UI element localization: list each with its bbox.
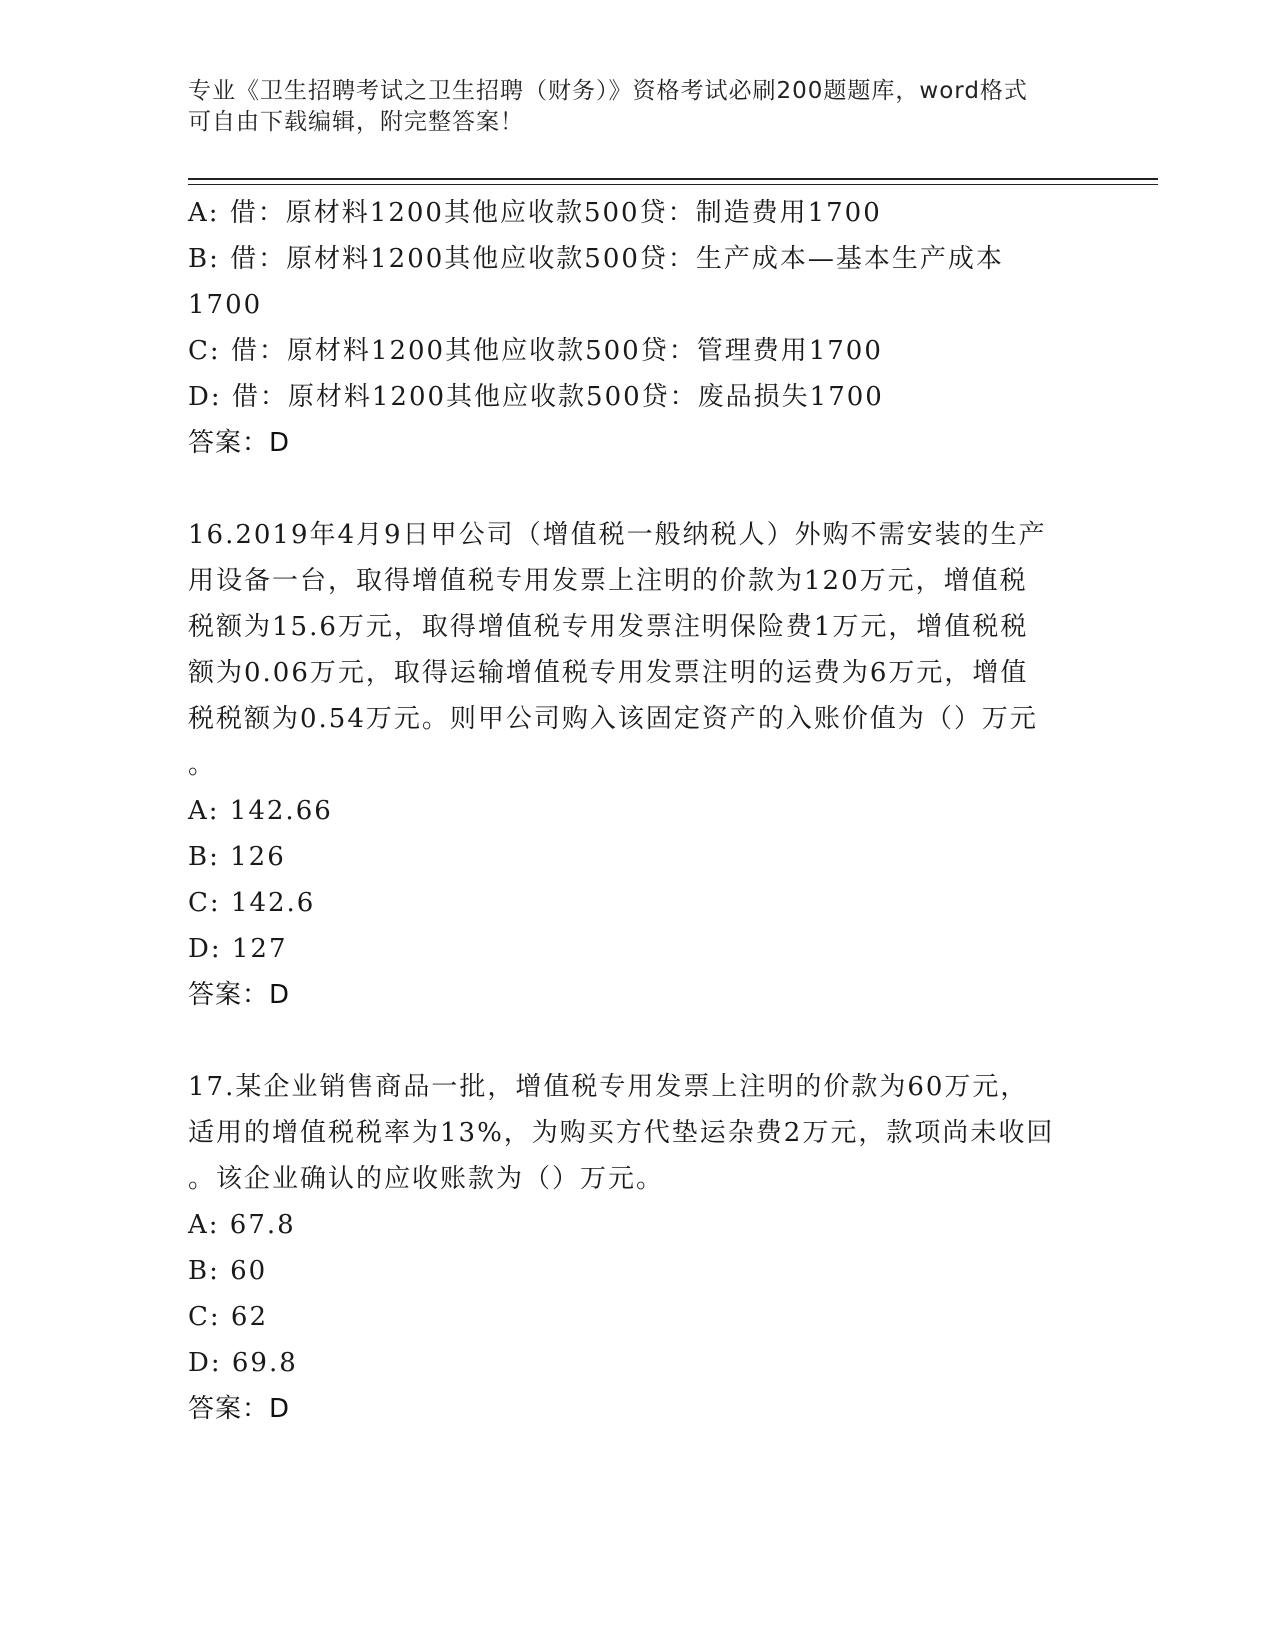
option-a: A: 借：原材料1200其他应收款500贷：制造费用1700 <box>188 198 882 228</box>
question-stem-line: 。该企业确认的应收账款为（）万元。 <box>188 1164 665 1194</box>
answer-line: 答案：D <box>188 1394 291 1424</box>
option-a: A: 142.66 <box>188 796 333 826</box>
question-stem-line: 额为0.06万元，取得运输增值税专用发票注明的运费为6万元，增值 <box>188 658 1029 688</box>
option-b-continued: 1700 <box>188 290 263 320</box>
spacer <box>188 1018 1088 1064</box>
header-line-2: 可自由下载编辑，附完整答案！ <box>188 109 524 135</box>
question-stem-line: 。 <box>188 750 217 780</box>
answer-line: 答案：D <box>188 428 291 458</box>
header-line-1: 专业《卫生招聘考试之卫生招聘（财务）》资格考试必刷200题题库，word格式 <box>188 78 1028 104</box>
question-15 <box>188 190 1088 466</box>
option-a: A: 67.8 <box>188 1210 296 1240</box>
answer-line: 答案：D <box>188 980 291 1010</box>
option-d: D: 127 <box>188 934 288 964</box>
question-stem-line: 税税额为0.54万元。则甲公司购入该固定资产的入账价值为（）万元 <box>188 704 1038 734</box>
option-b: B: 借：原材料1200其他应收款500贷：生产成本—基本生产成本 <box>188 244 1004 274</box>
question-stem-line: 税额为15.6万元，取得增值税专用发票注明保险费1万元，增值税税 <box>188 612 1029 642</box>
question-content <box>188 190 1088 1432</box>
question-stem-line: 17.某企业销售商品一批，增值税专用发票上注明的价款为60万元， <box>188 1072 1029 1102</box>
option-d: D: 69.8 <box>188 1348 298 1378</box>
option-d: D: 借：原材料1200其他应收款500贷：废品损失1700 <box>188 382 884 412</box>
option-b: B: 126 <box>188 842 286 872</box>
question-17 <box>188 1064 1088 1432</box>
document-header <box>188 76 1088 138</box>
option-c: C: 62 <box>188 1302 269 1332</box>
question-16 <box>188 512 1088 1018</box>
question-stem-line: 适用的增值税税率为13%，为购买方代垫运杂费2万元，款项尚未收回 <box>188 1118 1055 1148</box>
question-stem-line: 16.2019年4月9日甲公司（增值税一般纳税人）外购不需安装的生产 <box>188 520 1047 550</box>
spacer <box>188 466 1088 512</box>
option-c: C: 142.6 <box>188 888 316 918</box>
header-divider-thick <box>188 178 1158 180</box>
header-divider-thin <box>188 184 1158 185</box>
question-stem-line: 用设备一台，取得增值税专用发票上注明的价款为120万元，增值税 <box>188 566 1028 596</box>
option-b: B: 60 <box>188 1256 268 1286</box>
option-c: C: 借：原材料1200其他应收款500贷：管理费用1700 <box>188 336 883 366</box>
